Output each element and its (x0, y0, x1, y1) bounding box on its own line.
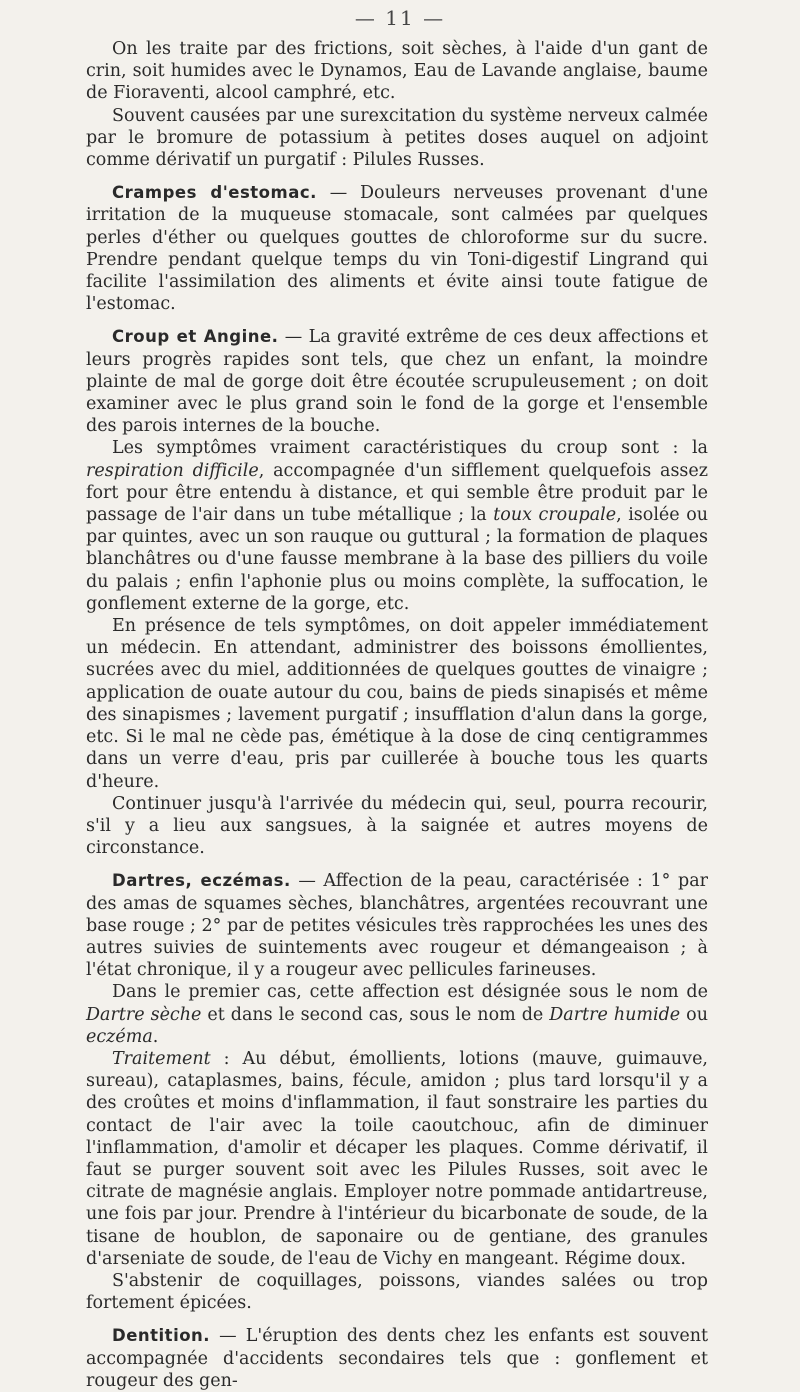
paragraph-dartres (86, 870, 708, 981)
page-number: — 11 — (354, 6, 446, 30)
emphasis-term: Dartre sèche (86, 1004, 202, 1025)
paragraph-croup (86, 326, 708, 437)
paragraph-text: Continuer jusqu'à l'arrivée du médecin qui, seul, pourra recourir, s'il y a lieu aux sangsues, à la saignée et autres moyens de circonstance. (86, 793, 708, 859)
paragraph-text: et dans le second cas, sous le nom de (201, 1004, 550, 1025)
emphasis-term: respiration difficile (86, 460, 259, 481)
paragraph-text: : Au début, émollients, lotions (mauve, guimauve, sureau), cataplasmes, bains, fécule, amidon ; plus tard lorsqu'il y a des croûtes et moins d'inflammation, il faut sonstraire les parties du contact de l'air avec la toile caoutchouc, afin de diminuer l'inflammation, d'amolir et décaper les plaques. Comme dérivatif, il faut se purger souvent soit avec les Pilules Russes, soit avec le citrate de magnésie anglais. Employer notre pommade antidartreuse, une fois par jour. Prendre à l'intérieur du bicarbonate de soude, de la tisane de houblon, de saponaire ou de gentiane, des granules d'arseniate de soude, de l'eau de Vichy en mangeant. Régime doux. (86, 1048, 708, 1269)
paragraph-continuer (86, 793, 708, 860)
paragraph-abstenir (86, 1270, 708, 1314)
paragraph-text: Souvent causées par une surexcitation du système nerveux calmée par le bromure de potassium à petites doses auquel on adjoint comme dérivatif un purgatif : Pilules Russes. (86, 105, 708, 171)
paragraph-premier-cas (86, 981, 708, 1048)
paragraph-crampes (86, 182, 708, 315)
section-heading-dentition: Dentition. (112, 1326, 211, 1346)
paragraph-text: — La gravité extrême de ces deux affections et leurs progrès rapides sont tels, que chez un enfant, la moindre plainte de mal de gorge doit être écoutée scrupuleusement ; on doit examiner avec le plus grand soin le fond de la gorge et l'ensemble des parois internes de la bouche. (86, 327, 708, 437)
paragraph-text: On les traite par des frictions, soit sèches, à l'aide d'un gant de crin, soit humides avec le Dynamos, Eau de Lavande anglaise, baume de Fioraventi, alcool camphré, etc. (86, 39, 708, 104)
paragraph-text: S'abstenir de coquillages, poissons, viandes salées ou trop fortement épicées. (86, 1270, 708, 1314)
section-heading-crampes: Crampes d'estomac. (112, 183, 317, 203)
emphasis-term: toux croupale (493, 505, 617, 526)
paragraph-causes (86, 105, 708, 172)
paragraph-frictions (86, 38, 708, 105)
paragraph-text: ou (680, 1004, 708, 1025)
paragraph-dentition (86, 1325, 708, 1392)
paragraph-text: — Douleurs nerveuses provenant d'une irritation de la muqueuse stomacale, sont calmées par quelques perles d'éther ou quelques gouttes de chloroforme sur du sucre. Prendre pendant quelque temps du vin Toni-digestif Lingrand qui facilite l'assimilation des aliments et évite ainsi toute fatigue de l'estomac. (86, 183, 708, 315)
paragraph-presence (86, 615, 708, 793)
emphasis-term: eczéma (86, 1026, 153, 1047)
paragraph-traitement (86, 1048, 708, 1270)
paragraph-text: En présence de tels symptômes, on doit appeler immédiatement un médecin. En attendant, administrer des boissons émollientes, sucrées avec du miel, additionnées de quelques gouttes de vinaigre ; application de ouate autour du cou, bains de pieds sinapisés et même des sinapismes ; lavement purgatif ; insufflation d'alun dans la gorge, etc. Si le mal ne cède pas, émétique à la dose de cinq centigrammes dans un verre d'eau, pris par cuillerée à bouche tous les quarts d'heure. (86, 616, 708, 792)
paragraph-text: — Affection de la peau, caractérisée : 1° par des amas de squames sèches, blanchâtres, argentées recouvrant une base rouge ; 2° par de petites vésicules très rapprochées les unes des autres suivies de suintements avec rougeur et démangeaison ; à l'état chronique, il y a rougeur avec pellicules farineuses. (86, 871, 708, 981)
paragraph-text: — L'éruption des dents chez les enfants est souvent accompagnée d'accidents secondaires tels que : gonflement et rougeur des gen- (86, 1326, 708, 1391)
paragraph-text: Dans le premier cas, cette affection est désignée sous le nom de (112, 982, 708, 1003)
paragraph-text: . (152, 1026, 159, 1047)
section-heading-croup: Croup et Angine. (112, 327, 279, 347)
paragraph-text: Les symptômes vraiment caractéristiques du croup sont : la (112, 438, 708, 459)
page-body (86, 38, 708, 1392)
paragraph-text: , accompagnée d'un sifflement quelquefois assez fort pour être entendu à distance, et qui semble être produit par le passage de l'air dans un tube métallique ; la (86, 460, 708, 526)
emphasis-term: Dartre humide (549, 1004, 681, 1025)
paragraph-text: , isolée ou par quintes, avec un son rauque ou guttural ; la formation de plaques blanchâtres ou d'une fausse membrane à la base des pilliers du voile du palais ; enfin l'aphonie plus ou moins complète, la suffocation, le gonflement externe de la gorge, etc. (86, 505, 709, 614)
section-heading-dartres: Dartres, eczémas. (112, 871, 291, 891)
paragraph-symptomes (86, 437, 708, 615)
emphasis-term: Traitement (112, 1048, 211, 1069)
